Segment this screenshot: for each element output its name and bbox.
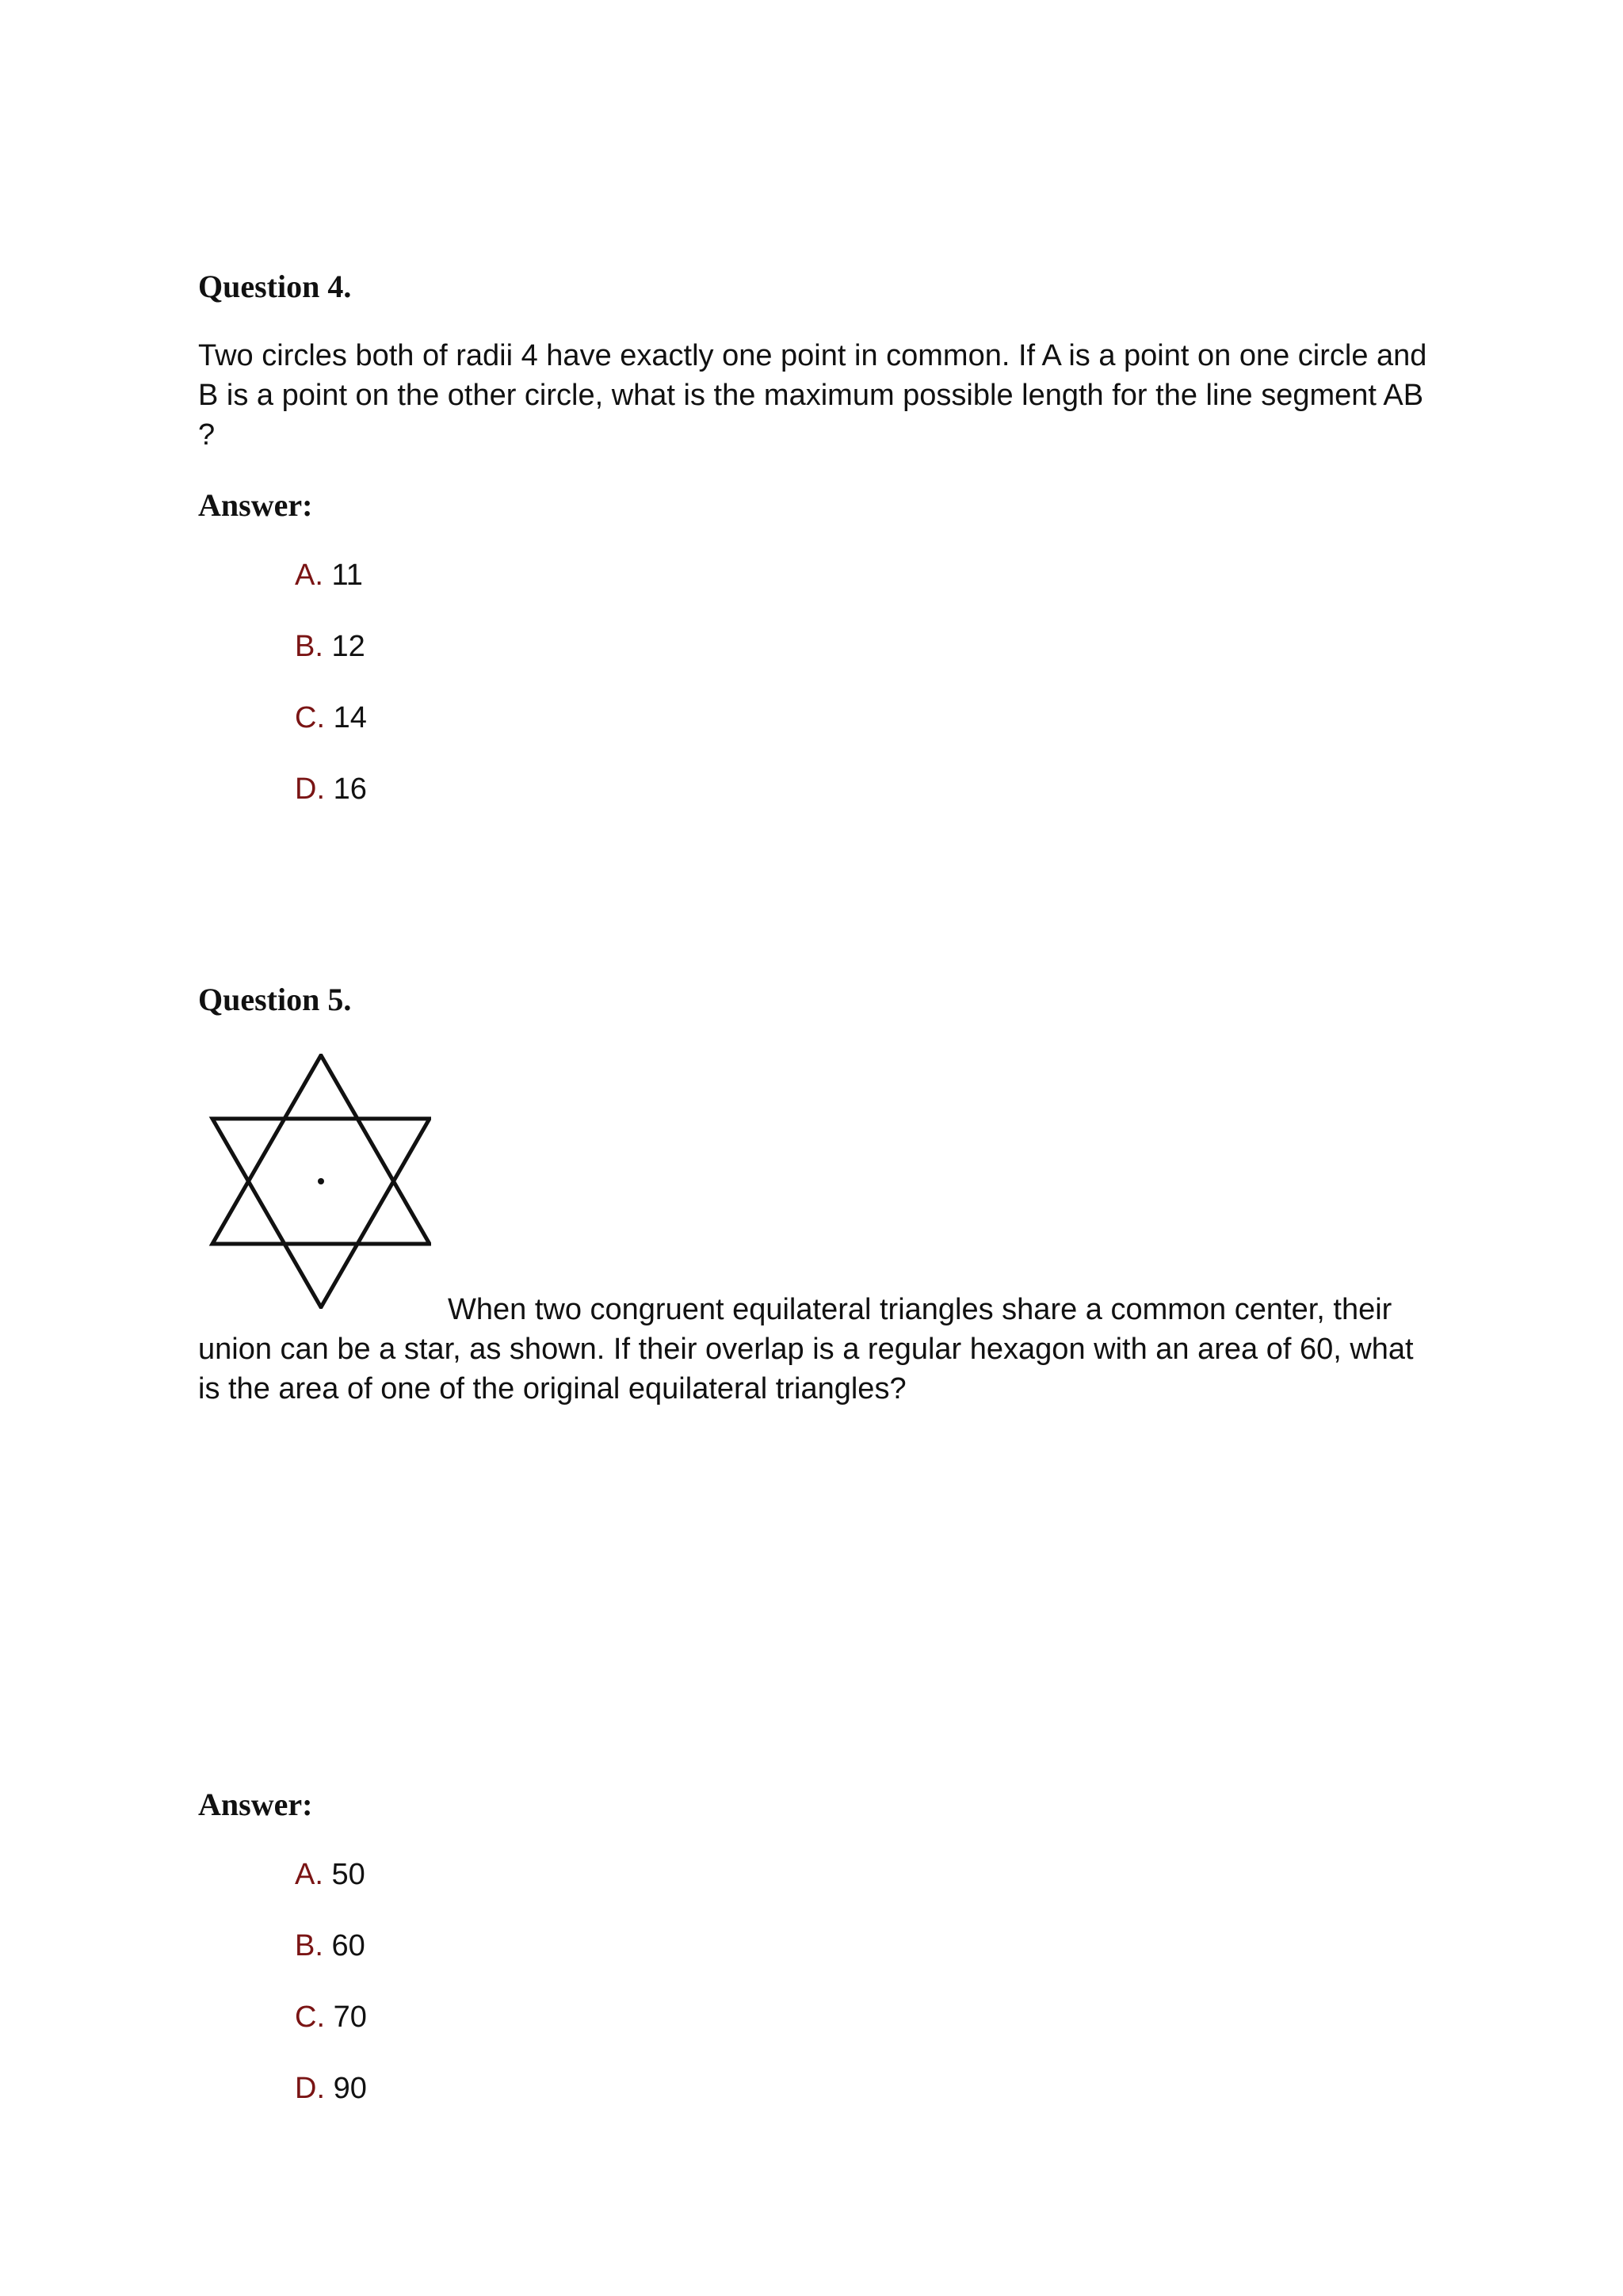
question-4-answer-label: Answer:: [198, 487, 313, 523]
six-pointed-star-icon: [208, 1054, 431, 1309]
option-value: 70: [333, 2000, 367, 2034]
question-5-option-d: [295, 2069, 367, 2107]
question-4-option-c: [295, 699, 367, 737]
option-letter: B.: [295, 630, 323, 663]
question-4-text: Two circles both of radii 4 have exactly one point in common. If A is a point on one circle and B is a point on the other circle, what is the maximum possible length for the line segment AB ?: [198, 339, 1427, 452]
question-5-title: Question 5.: [198, 982, 352, 1017]
question-5-text-content: When two congruent equilateral triangles share a common center, their union can be a star, as shown. If their overlap is a regular hexagon with an area of 60, what is the area of one of the original equilateral triangles?: [198, 1293, 1414, 1405]
question-5-option-c: [295, 1998, 367, 2036]
upward-triangle: [212, 1055, 430, 1244]
option-value: 90: [333, 2072, 367, 2105]
option-letter: C.: [295, 2000, 325, 2034]
option-letter: C.: [295, 701, 325, 734]
center-point: [318, 1178, 324, 1184]
option-value: 16: [333, 772, 367, 806]
option-letter: D.: [295, 772, 325, 806]
option-value: 12: [331, 630, 365, 663]
option-value: 60: [331, 1929, 365, 1962]
question-5-answer-label: Answer:: [198, 1787, 313, 1822]
option-value: 11: [331, 559, 363, 592]
option-letter: A.: [295, 559, 323, 592]
option-value: 14: [333, 701, 367, 734]
question-4-option-b: [295, 627, 365, 666]
downward-triangle: [212, 1119, 430, 1307]
question-5-option-b: [295, 1927, 365, 1965]
question-5-text: [198, 1290, 1442, 1409]
question-5-option-a: [295, 1855, 365, 1894]
option-letter: B.: [295, 1929, 323, 1962]
option-letter: D.: [295, 2072, 325, 2105]
question-4-title: Question 4.: [198, 269, 352, 304]
question-4-option-d: [295, 770, 367, 808]
option-letter: A.: [295, 1858, 323, 1891]
option-value: 50: [331, 1858, 365, 1891]
question-4-option-a: [295, 556, 363, 594]
